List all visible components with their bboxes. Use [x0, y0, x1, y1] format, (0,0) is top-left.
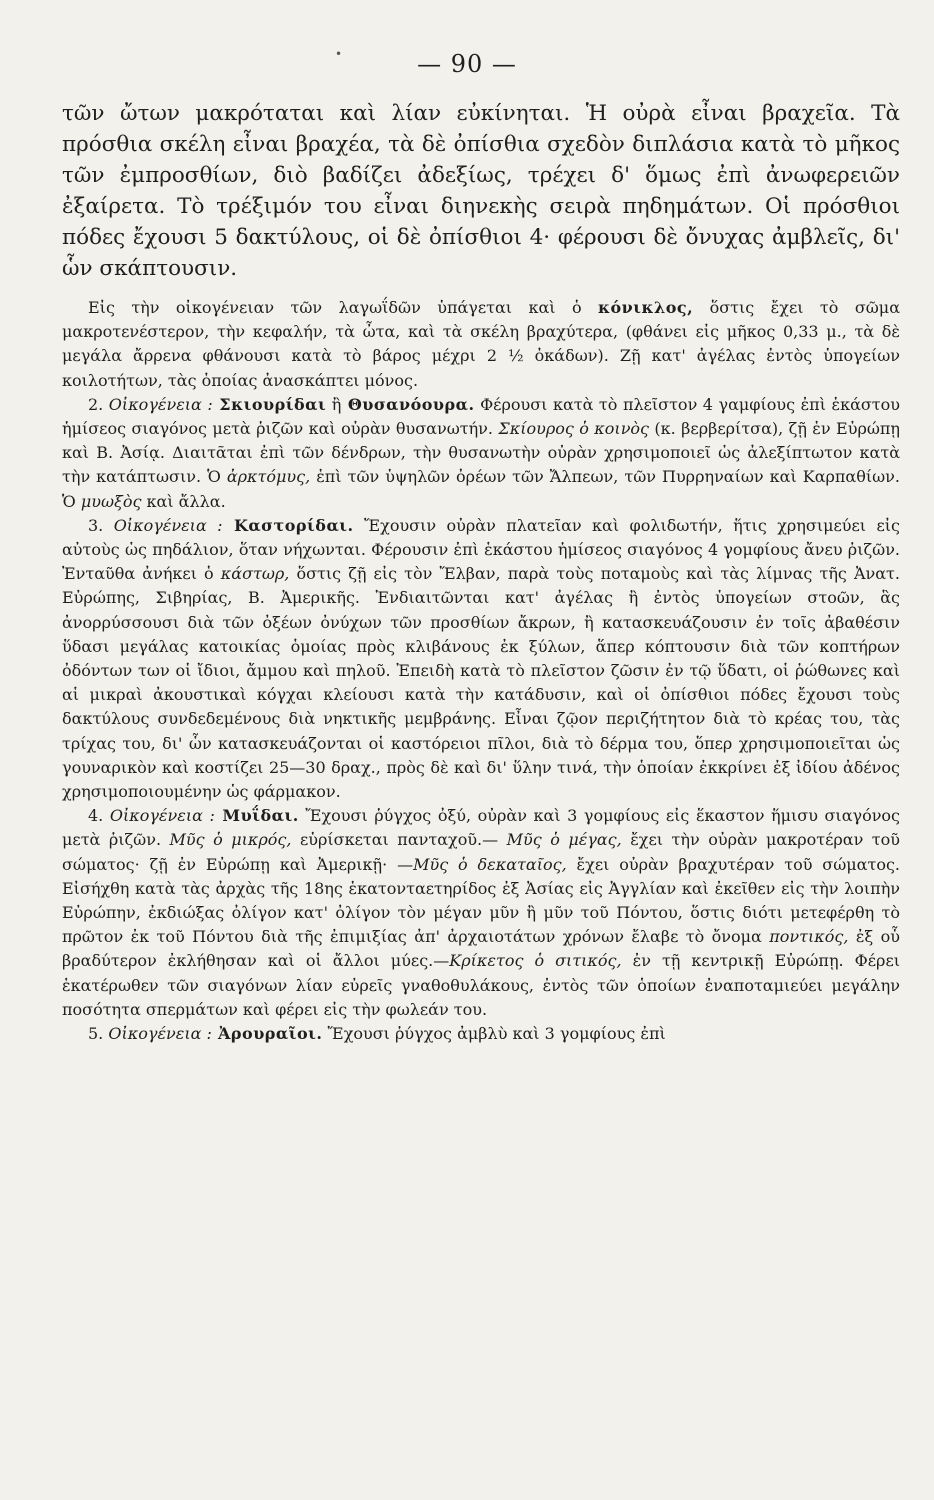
page-body	[62, 98, 900, 1046]
family-2-species-1: Σκίουρος ὁ κοινὸς	[498, 419, 650, 439]
family-3-text-2: ὅστις ζῇ εἰς τὸν Ἔλβαν, παρὰ τοὺς ποταμοὺς καὶ τὰς λίμνας τῆς Ἀνατ. Εὐρώπης, Σιβηρίας, Β. Ἀμερικῆς. Ἐνδιαιτῶνται κατ' ἀγέλας ἢ ἐντὸς ὑπογείων στοῶν, ἃς ἀνορρύσσουσι διὰ τῶν ὀξέων ὀνύχων τῶν προσθίων ἄκρων, ἢ κατασκευάζουσιν ἐν τοῖς ἀβαθέσιν ὕδασι μεγάλας κατοικίας ὁμοίας πρὸς κλιβάνους ἐκ ξύλων, ἅπερ κόπτουσιν διὰ τῶν κοπτήρων ὀδόντων των οἱ ἴδιοι, ἄμμου καὶ πηλοῦ. Ἐπειδὴ κατὰ τὸ πλεῖστον ζῶσιν ἐν τῷ ὕδατι, οἱ ῥώθωνες καὶ αἱ μικραὶ ἀκουστικαὶ κόγχαι κλείουσι κατὰ τὴν κατάδυσιν, καὶ οἱ ὀπίσθιοι πόδες ἔχουσι τοὺς δακτύλους συνδεδεμένους διὰ νηκτικῆς μεμβράνης. Εἶναι ζῷον περιζήτητον διὰ τὸ κρέας του, τὰς τρίχας του, δι' ὧν κατασκευάζονται οἱ καστόρειοι πῖλοι, διὰ τὸ δέρμα του, ὅπερ χρησιμοποιεῖται ὡς γουναρικὸν καὶ κοστίζει 25—30 δραχ., πρὸς δὲ καὶ δι' ὕλην τινά, τὴν ὁποίαν ἐκκρίνει ἐξ ἰδίου ἀδένος χρησιμοποιουμένην ὡς φάρμακον.	[62, 564, 900, 802]
family-2-number: 2.	[88, 394, 109, 414]
family-2-species-3: μυωξὸς	[80, 491, 142, 511]
family-3-species-1: κάστωρ,	[220, 564, 290, 584]
family-4-text-4: ἔχει οὐρὰν βραχυτέραν τοῦ σώματος. Εἰσήχθη κατὰ τὰς ἀρχὰς τῆς 18ης ἑκατονταετηρίδος ἐξ Ἀσίας εἰς Ἀγγλίαν καὶ ἐκεῖθεν εἰς τὴν λοιπὴν Εὐρώπην, ἐκδιώξας ὀλίγον κατ' ὀλίγον τὸν μέγαν μῦν ἢ μῦν τοῦ Πόντου, ὅστις διότι μετεφέρθη τὸ πρῶτον ἐκ τοῦ Πόντου διὰ τῆς ἐπιμιξίας ἀπ' ἀρχαιοτάτων χρόνων ἔλαβε τὸ ὄνομα	[62, 854, 901, 947]
family-2-name: Σκιουρίδαι	[212, 394, 327, 414]
konikos-pre: Εἰς τὴν οἰκογένειαν τῶν λαγωΐδῶν ὑπάγεται καὶ ὁ	[88, 298, 598, 317]
family-5-name: Ἀρουραῖοι.	[211, 1024, 323, 1044]
family-2-text-2: (κ. βερβερίτσα), ζῇ ἐν Εὐρώπῃ καὶ Β. Ἀσίᾳ. Διαιτᾶται ἐπὶ τῶν δένδρων, τὴν θυσανωτὴν οὐρὰν χρησιμοποιεῖ ὡς ἀλεξίπτωτον κατὰ τὴν κατάπτωσιν. Ὁ	[62, 419, 900, 487]
margin-dot: •	[335, 47, 343, 61]
family-3-paragraph	[62, 514, 900, 804]
family-4-number: 4.	[88, 806, 110, 826]
konikos-paragraph	[62, 296, 900, 393]
family-2-label: Οἰκογένεια :	[108, 394, 213, 414]
family-4-text-2: εὑρίσκεται πανταχοῦ.—	[291, 830, 507, 850]
family-4-species-2: Μῦς ὁ μέγας,	[506, 830, 622, 850]
family-2-text-1: Φέρουσι κατὰ τὸ πλεῖστον 4 γαμφίους ἐπὶ ἑκάστου ἡμίσεος σιαγόνος μετὰ ῥιζῶν καὶ οὐρὰν θυσανωτήν.	[62, 394, 901, 439]
family-4-text-5: ἐξ οὗ βραδύτερον ἐκλήθησαν καὶ οἱ ἄλλοι μύες.—	[62, 927, 900, 971]
intro-paragraph: τῶν ὤτων μακρόταται καὶ λίαν εὐκίνηται. Ἡ οὐρὰ εἶναι βραχεῖα. Τὰ πρόσθια σκέλη εἶναι βραχέα, τὰ δὲ ὀπίσθια σχεδὸν διπλάσια κατὰ τὸ μῆκος τῶν ἐμπροσθίων, διὸ βαδίζει ἀδεξίως, τρέχει δ' ὅμως ἐπὶ ἀνωφερειῶν ἐξαίρετα. Τὸ τρέξιμόν του εἶναι διηνεκὴς σειρὰ πηδημάτων. Οἱ πρόσθιοι πόδες ἔχουσι 5 δακτύλους, οἱ δὲ ὀπίσθιοι 4· φέρουσι δὲ ὄνυχας ἀμβλεῖς, δι' ὧν σκάπτουσιν.	[62, 101, 900, 281]
family-4-species-4: ποντικός,	[769, 927, 849, 947]
family-4-text-3: ἔχει τὴν οὐρὰν μακροτέραν τοῦ σώματος· ζῇ ἐν Εὐρώπῃ καὶ Ἀμερικῇ· —	[62, 830, 901, 874]
family-2-text-4: καὶ ἄλλα.	[141, 491, 226, 511]
family-3-text-1: Ἔχουσιν οὐρὰν πλατεῖαν καὶ φολιδωτήν, ἥτις χρησιμεύει εἰς αὐτοὺς ὡς πηδάλιον, ὅταν νήχωνται. Φέρουσιν ἐπὶ ἑκάστου ἡμίσεος σιαγόνος 4 γομφίους ἄνευ ῥιζῶν. Ἐνταῦθα ἀνήκει ὁ	[62, 515, 901, 584]
family-4-name: Μυΐδαι.	[214, 806, 299, 826]
family-3-name: Καστορίδαι.	[222, 515, 354, 535]
family-5-paragraph	[62, 1022, 900, 1046]
family-4-text-6: ἐν τῇ κεντρικῇ Εὐρώπῃ. Φέρει ἑκατέρωθεν τῶν σιαγόνων λίαν εὐρεῖς γναθοθυλάκους, ἐντὸς τῶν ὁποίων ἐναποταμιεύει μεγάλην ποσότητα σπερμάτων καὶ φέρει εἰς τὴν φωλεάν του.	[62, 951, 901, 1019]
family-5-number: 5.	[88, 1024, 109, 1044]
family-3-label: Οἰκογένεια :	[113, 515, 223, 535]
family-4-species-3: Μῦς ὁ δεκαταῖος,	[413, 854, 567, 874]
family-3-number: 3.	[88, 515, 114, 535]
family-2-species-2: ἀρκτόμυς,	[226, 467, 311, 487]
family-2-conj: ἢ	[326, 394, 342, 414]
family-2-alt-name: Θυσανόουρα.	[341, 394, 475, 414]
family-5-label: Οἰκογένεια :	[108, 1024, 212, 1044]
konikos-name: κόνικλος,	[598, 298, 694, 317]
family-2-paragraph	[62, 393, 900, 514]
konikos-post: ὅστις ἔχει τὸ σῶμα μακροτενέστερον, τὴν κεφαλήν, τὰ ὦτα, καὶ τὰ σκέλη βραχύτερα, (φθάνει εἰς μῆκος 0,33 μ., τὰ δὲ μεγάλα ἄρρενα φθάνουσι κατὰ τὸ βάρος μέχρι 2 ½ ὀκάδων). Ζῇ κατ' ἀγέλας ἐντὸς ὑπογείων κοιλοτήτων, τὰς ὁποίας ἀνασκάπτει μόνος.	[62, 298, 900, 390]
family-4-species-1: Μῦς ὁ μικρός,	[169, 830, 292, 850]
family-4-paragraph	[62, 804, 900, 1022]
family-4-species-5: Κρίκετος ὁ σιτικός,	[449, 951, 622, 971]
family-4-label: Οἰκογένεια :	[109, 806, 215, 826]
page-number: — 90 —	[417, 50, 517, 78]
family-4-text-1: Ἔχουσι ῥύγχος ὀξύ, οὐρὰν καὶ 3 γομφίους εἰς ἕκαστον ἥμισυ σιαγόνος μετὰ ῥιζῶν.	[62, 806, 901, 850]
family-5-text-1: Ἔχουσι ῥύγχος ἀμβλὺ καὶ 3 γομφίους ἐπὶ	[322, 1024, 666, 1044]
family-2-text-3: ἐπὶ τῶν ὑψηλῶν ὀρέων τῶν Ἄλπεων, τῶν Πυρρηναίων καὶ Καρπαθίων. Ὁ	[62, 467, 900, 511]
